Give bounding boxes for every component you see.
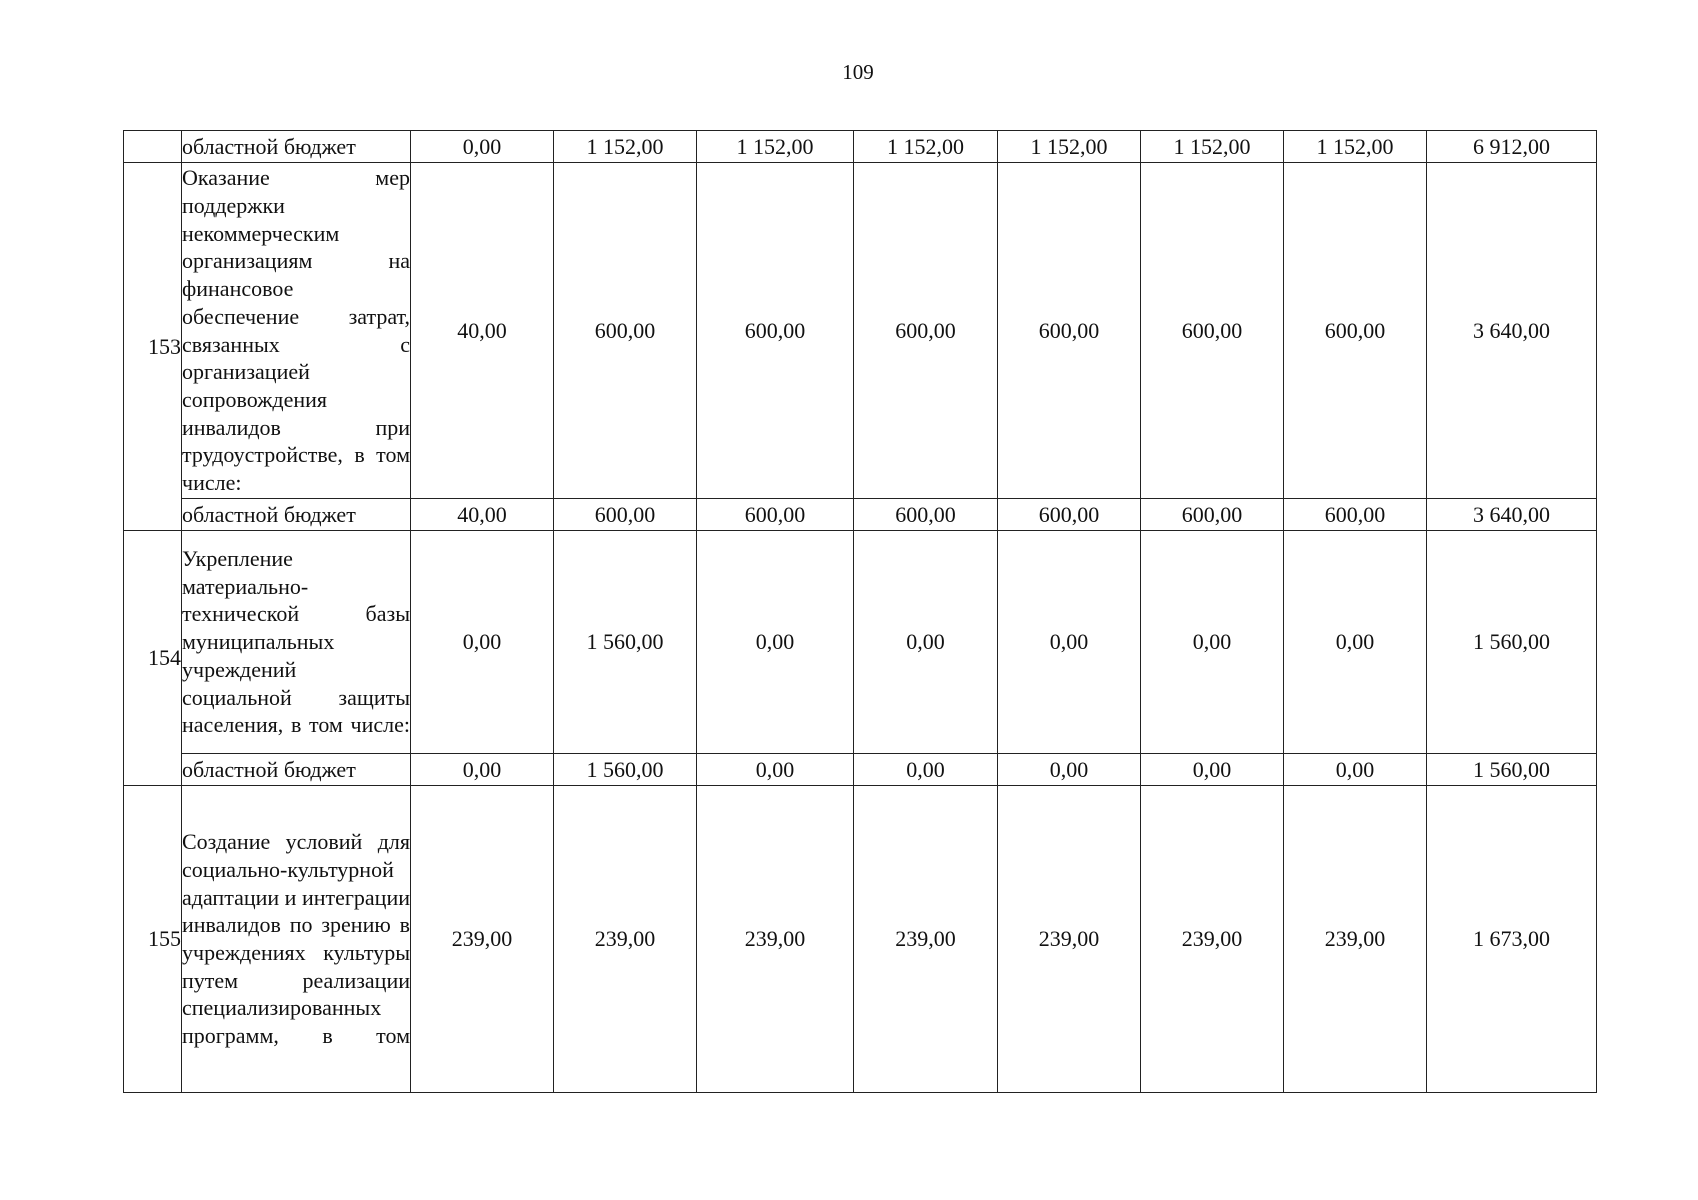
total-cell: 1 560,00	[1427, 754, 1597, 786]
value-cell: 600,00	[998, 163, 1141, 499]
table-row	[124, 786, 1597, 1093]
value-cell: 0,00	[998, 531, 1141, 754]
measure-description: Укрепление материально-технической базы муниципальных учреждений социальной защиты населения, в том числе:	[182, 531, 411, 754]
row-number: 155	[124, 786, 182, 1093]
value-cell: 600,00	[1141, 163, 1284, 499]
total-cell: 6 912,00	[1427, 131, 1597, 163]
value-cell: 600,00	[854, 163, 998, 499]
value-cell: 1 152,00	[1284, 131, 1427, 163]
table-row	[124, 531, 1597, 754]
value-cell: 0,00	[697, 754, 854, 786]
value-cell: 600,00	[1284, 163, 1427, 499]
table-row	[124, 754, 1597, 786]
empty-cell	[124, 131, 182, 163]
value-cell: 239,00	[1284, 786, 1427, 1093]
value-cell: 600,00	[554, 163, 697, 499]
value-cell: 600,00	[554, 499, 697, 531]
value-cell: 1 152,00	[998, 131, 1141, 163]
value-cell: 600,00	[854, 499, 998, 531]
value-cell: 600,00	[697, 163, 854, 499]
value-cell: 0,00	[411, 754, 554, 786]
value-cell: 239,00	[854, 786, 998, 1093]
total-cell: 3 640,00	[1427, 163, 1597, 499]
value-cell: 600,00	[1141, 499, 1284, 531]
value-cell: 40,00	[411, 499, 554, 531]
funding-source: областной бюджет	[182, 499, 411, 531]
measure-description: Создание условий для социально-культурной адаптации и интеграции инвалидов по зрению в учреждениях культуры путем реализации специализированных программ, в том	[182, 786, 411, 1093]
value-cell: 0,00	[411, 531, 554, 754]
value-cell: 1 152,00	[854, 131, 998, 163]
page-number: 109	[842, 60, 874, 84]
measure-description: Оказание мер поддержки некоммерческим организациям на финансовое обеспечение затрат, связанных с организацией сопровождения инвалидов при трудоустройстве, в том числе:	[182, 163, 411, 499]
budget-table	[123, 130, 1597, 1093]
value-cell: 1 560,00	[554, 754, 697, 786]
funding-source: областной бюджет	[182, 754, 411, 786]
table-row	[124, 163, 1597, 499]
value-cell: 0,00	[854, 754, 998, 786]
row-number: 154	[124, 531, 182, 786]
total-cell: 1 673,00	[1427, 786, 1597, 1093]
value-cell: 0,00	[998, 754, 1141, 786]
total-cell: 1 560,00	[1427, 531, 1597, 754]
funding-source: областной бюджет	[182, 131, 411, 163]
value-cell: 40,00	[411, 163, 554, 499]
table-row	[124, 131, 1597, 163]
value-cell: 0,00	[1141, 531, 1284, 754]
value-cell: 0,00	[1284, 531, 1427, 754]
value-cell: 239,00	[998, 786, 1141, 1093]
value-cell: 1 152,00	[1141, 131, 1284, 163]
total-cell: 3 640,00	[1427, 499, 1597, 531]
value-cell: 600,00	[697, 499, 854, 531]
value-cell: 600,00	[998, 499, 1141, 531]
value-cell: 0,00	[1141, 754, 1284, 786]
value-cell: 0,00	[697, 531, 854, 754]
value-cell: 239,00	[697, 786, 854, 1093]
value-cell: 1 152,00	[554, 131, 697, 163]
value-cell: 600,00	[1284, 499, 1427, 531]
row-number: 153	[124, 163, 182, 531]
value-cell: 1 560,00	[554, 531, 697, 754]
value-cell: 239,00	[1141, 786, 1284, 1093]
value-cell: 239,00	[411, 786, 554, 1093]
value-cell: 0,00	[411, 131, 554, 163]
value-cell: 1 152,00	[697, 131, 854, 163]
value-cell: 239,00	[554, 786, 697, 1093]
value-cell: 0,00	[854, 531, 998, 754]
value-cell: 0,00	[1284, 754, 1427, 786]
table-row	[124, 499, 1597, 531]
